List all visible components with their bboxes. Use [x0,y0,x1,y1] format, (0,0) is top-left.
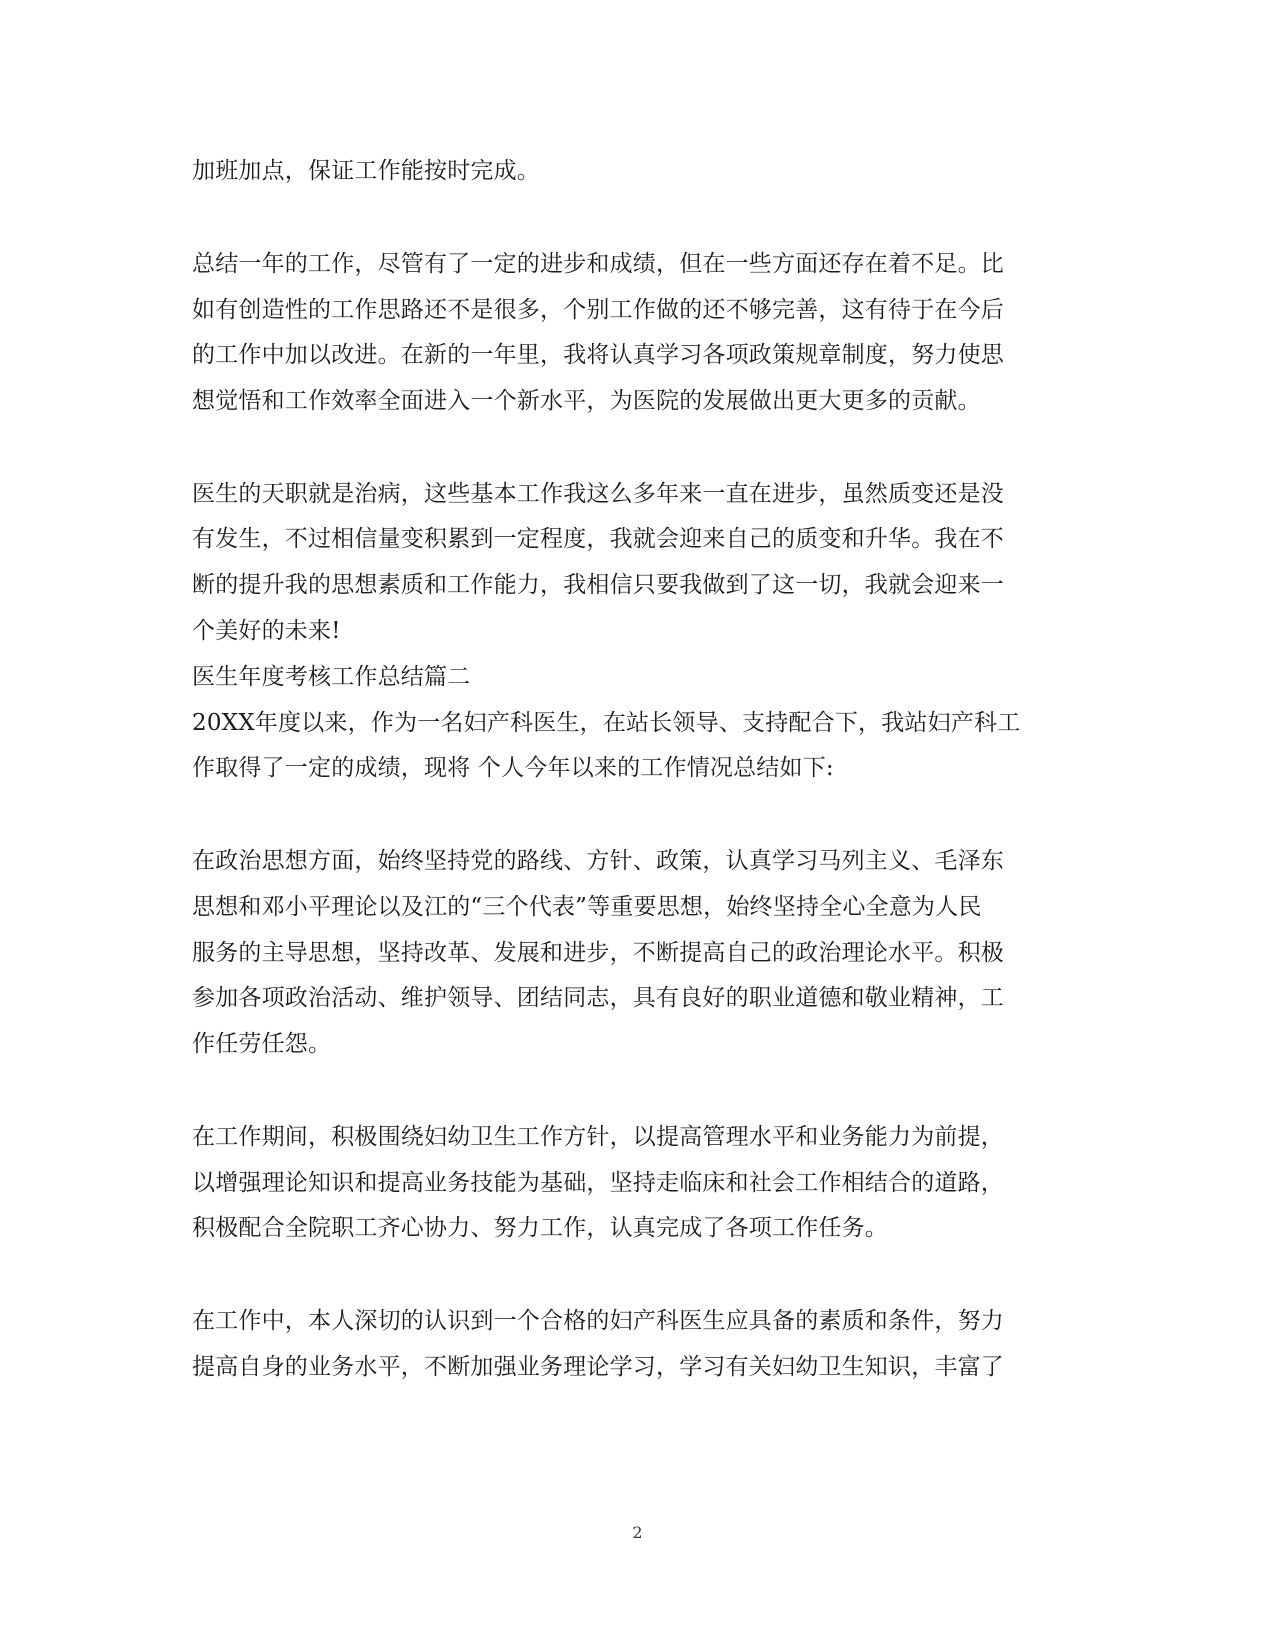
text-line: 作取得了一定的成绩，现将 个人今年以来的工作情况总结如下: [192,755,834,781]
text-line: 20XX年度以来，作为一名妇产科医生，在站长领导、支持配合下，我站妇产科工 [192,710,1021,736]
text-line: 想觉悟和工作效率全面进入一个新水平，为医院的发展做出更大更多的贡献。 [192,388,981,414]
text-line: 在工作期间，积极围绕妇幼卫生工作方针，以提高管理水平和业务能力为前提， [192,1124,1004,1150]
text-line: 的工作中加以改进。在新的一年里，我将认真学习各项政策规章制度，努力使思 [192,342,1004,368]
text-line: 积极配合全院职工齐心协力、努力工作，认真完成了各项工作任务。 [192,1215,888,1241]
text-line: 总结一年的工作，尽管有了一定的进步和成绩，但在一些方面还存在着不足。比 [192,251,1004,277]
text-line: 断的提升我的思想素质和工作能力，我相信只要我做到了这一切，我就会迎来一 [192,572,1004,598]
text-line: 医生的天职就是治病，这些基本工作我这么多年来一直在进步，虽然质变还是没 [192,481,1004,507]
text-line: 在工作中，本人深切的认识到一个合格的妇产科医生应具备的素质和条件，努力 [192,1308,1004,1334]
text-line: 服务的主导思想，坚持改革、发展和进步，不断提高自己的政治理论水平。积极 [192,940,1004,966]
text-line: 有发生，不过相信量变积累到一定程度，我就会迎来自己的质变和升华。我在不 [192,526,1004,552]
text-line: 思想和邓小平理论以及江的“三个代表”等重要思想，始终坚持全心全意为人民 [192,894,982,920]
section-heading: 医生年度考核工作总结篇二 [192,664,471,690]
page-number: 2 [632,1523,643,1542]
text-line: 个美好的未来! [192,618,341,644]
text-line: 如有创造性的工作思路还不是很多，个别工作做的还不够完善，这有待于在今后 [192,297,1004,323]
text-line: 加班加点，保证工作能按时完成。 [192,158,540,184]
text-line: 在政治思想方面，始终坚持党的路线、方针、政策，认真学习马列主义、毛泽东 [192,848,1004,874]
text-line: 提高自身的业务水平，不断加强业务理论学习，学习有关妇幼卫生知识，丰富了 [192,1354,1004,1380]
text-line: 参加各项政治活动、维护领导、团结同志，具有良好的职业道德和敬业精神，工 [192,985,1004,1011]
text-line: 以增强理论知识和提高业务技能为基础，坚持走临床和社会工作相结合的道路， [192,1170,1004,1196]
text-line: 作任劳任怨。 [192,1031,332,1057]
